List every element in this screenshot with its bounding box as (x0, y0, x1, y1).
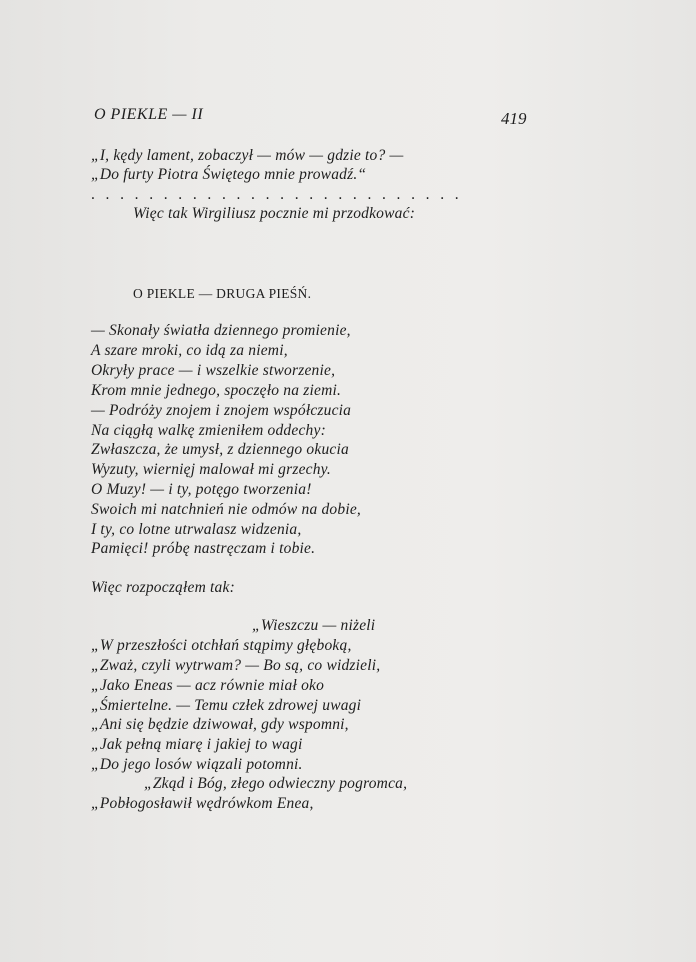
page-number: 419 (501, 109, 527, 128)
verse-line: Na ciągłą walkę zmieniłem oddechy: (91, 422, 326, 439)
opening-line: „I, kędy lament, zobaczył — mów — gdzie to? — (91, 147, 404, 164)
speech-line: „W przeszłości otchłań stąpimy głęboką, (91, 637, 352, 654)
verse-line: — Skonały światła dziennego promienie, (91, 322, 351, 339)
verse-line: I ty, co lotne utrwalasz widzenia, (91, 521, 302, 538)
verse-line: — Podróży znojem i znojem współczucia (91, 402, 352, 419)
verse-line: Krom mnie jednego, spoczęło na ziemi. (91, 382, 342, 399)
verse-line: Pamięci! próbę nastręczam i tobie. (91, 540, 316, 557)
verse-line: A szare mroki, co idą za niemi, (91, 342, 288, 359)
speech-line: „Ani się będzie dziwował, gdy wspomni, (91, 716, 349, 733)
verse-line: Wyzuty, wiernięj malował mi grzechy. (91, 461, 331, 478)
verse-line: O Muzy! — i ty, potęgo tworzenia! (91, 481, 312, 498)
opening-line: Więc tak Wirgiliusz pocznie mi przodkować: (133, 205, 416, 222)
ellipsis-line: . . . . . . . . . . . . . . . . . . . . . . . . . . (91, 186, 463, 203)
show-through-texture (480, 140, 680, 840)
opening-line: „Do furty Piotra Świętego mnie prowadź.“ (91, 166, 367, 183)
speech-line: „Pobłogosławił wędrówkom Enea, (91, 795, 314, 812)
running-head: O PIEKLE — II (94, 106, 204, 123)
transition-line: Więc rozpocząłem tak: (91, 579, 235, 596)
speech-line: „Wieszczu — niżeli (252, 617, 376, 634)
verse-line: Okryły prace — i wszelkie stworzenie, (91, 362, 336, 379)
verse-line: Zwłaszcza, że umysł, z dziennego okucia (91, 441, 349, 458)
speech-line: „Jak pełną miarę i jakiej to wagi (91, 736, 303, 753)
section-title: O PIEKLE — DRUGA PIEŚŃ. (133, 286, 312, 301)
speech-line: „Do jego losów wiązali potomni. (91, 756, 303, 773)
speech-line: „Jako Eneas — acz równie miał oko (91, 677, 325, 694)
speech-line: „Zważ, czyli wytrwam? — Bo są, co widzieli, (91, 657, 381, 674)
speech-line: „Zkąd i Bóg, złego odwieczny pogromca, (144, 775, 408, 792)
speech-line: „Śmiertelne. — Temu człek zdrowej uwagi (91, 697, 362, 714)
verse-line: Swoich mi natchnień nie odmów na dobie, (91, 501, 361, 518)
